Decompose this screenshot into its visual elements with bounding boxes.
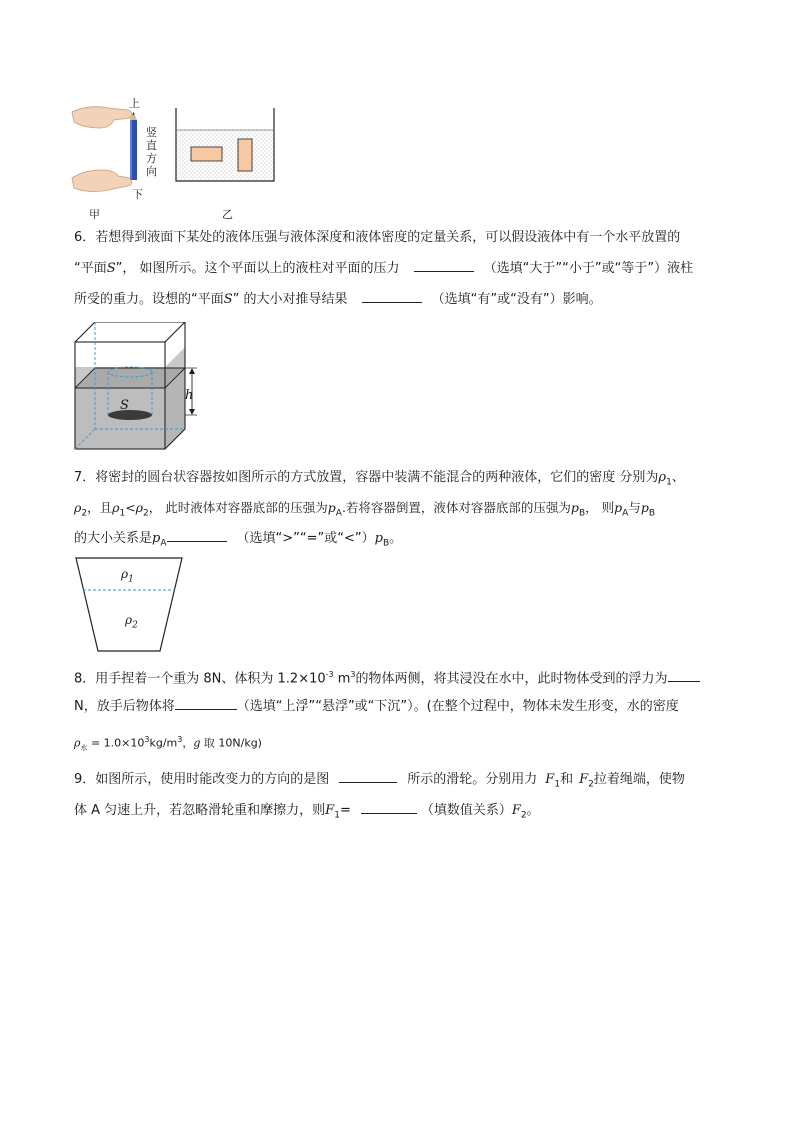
- container-blocks-figure: [172, 106, 282, 186]
- q9-line-1: 9．如图所示，使用时能改变力的方向的是图 所示的滑轮。分别用力 $F_1$和 $F_2$拉着绳端，使物: [74, 772, 685, 790]
- q7-line-3: 的大小关系是$p_A$ （选填“>”“=”或“$<”)p_B$。: [74, 531, 403, 549]
- cube-figure: [72, 322, 202, 454]
- label-rho1: $\rho_1$: [121, 567, 134, 585]
- label-up: 上: [129, 97, 140, 110]
- q8-blank-1[interactable]: [668, 669, 700, 682]
- q7-blank[interactable]: [167, 529, 227, 542]
- q9-line-2: 体 A 匀速上升，若忽略滑轮重和摩擦力，则$F_1=$ （填数值关系）$F_2$。: [74, 803, 540, 821]
- q6-line-2: “平面S”， 如图所示。这个平面以上的液柱对平面的压力 （选填“大于”“小于”或“等于”）液柱: [74, 261, 694, 276]
- caption-yi: 乙: [222, 208, 233, 221]
- q8-blank-2[interactable]: [175, 697, 237, 710]
- label-down: 下: [132, 188, 143, 201]
- label-rho2: $\rho_2$: [125, 613, 138, 631]
- q9-blank-2[interactable]: [361, 801, 417, 814]
- cube-drawing: [72, 322, 202, 454]
- cube-label-h: h: [185, 388, 194, 403]
- cube-label-s: S: [120, 398, 129, 413]
- q6-line-1: 6．若想得到液面下某处的液体压强与液体深度和液体密度的定量关系，可以假设液体中有一个水平放置的: [74, 230, 681, 245]
- label-vertical-direction: 竖 直 方 向: [146, 126, 157, 178]
- q8-line-2: N，放手后物体将 （选填“上浮”“悬浮”或“下沉”）。(在整个过程中，物体未发生形变，水的密度: [74, 699, 679, 714]
- q7-line-2: $\rho_2$，且$\rho_1<\rho_2$， 此时液体对容器底部的压强为$p_A$.若将容器倒置，液体对容器底部的压强为$p_B$， 则$p_A$与$p_B$: [74, 500, 656, 519]
- q7-line-1: 7．将密封的圆台状容器按如图所示的方式放置，容器中装满不能混合的两种液体，它们的密度 分别为$\rho_1$、: [74, 470, 685, 488]
- q8-line-3: $\rho_水 = 1.0\times 10^3kg/m^3$，g 取 10N/kg): [74, 735, 262, 752]
- q6-blank-1[interactable]: [414, 259, 474, 272]
- caption-jia: 甲: [89, 208, 100, 221]
- q6-line-3: 所受的重力。设想的“平面S” 的大小对推导结果 （选填“有”或“没有”）影响。: [74, 292, 602, 307]
- q6-blank-2[interactable]: [362, 290, 422, 303]
- figure-jia-yi: [70, 98, 290, 223]
- q9-blank-1[interactable]: [339, 770, 397, 783]
- q8-line-1: 8．用手捏着一个重为 8N、体积为 $1.2\times 10^{-3}$ $m^3$的物体两侧，将其浸没在水中，此时物体受到的浮力为: [74, 666, 700, 688]
- frustum-figure: [74, 556, 186, 654]
